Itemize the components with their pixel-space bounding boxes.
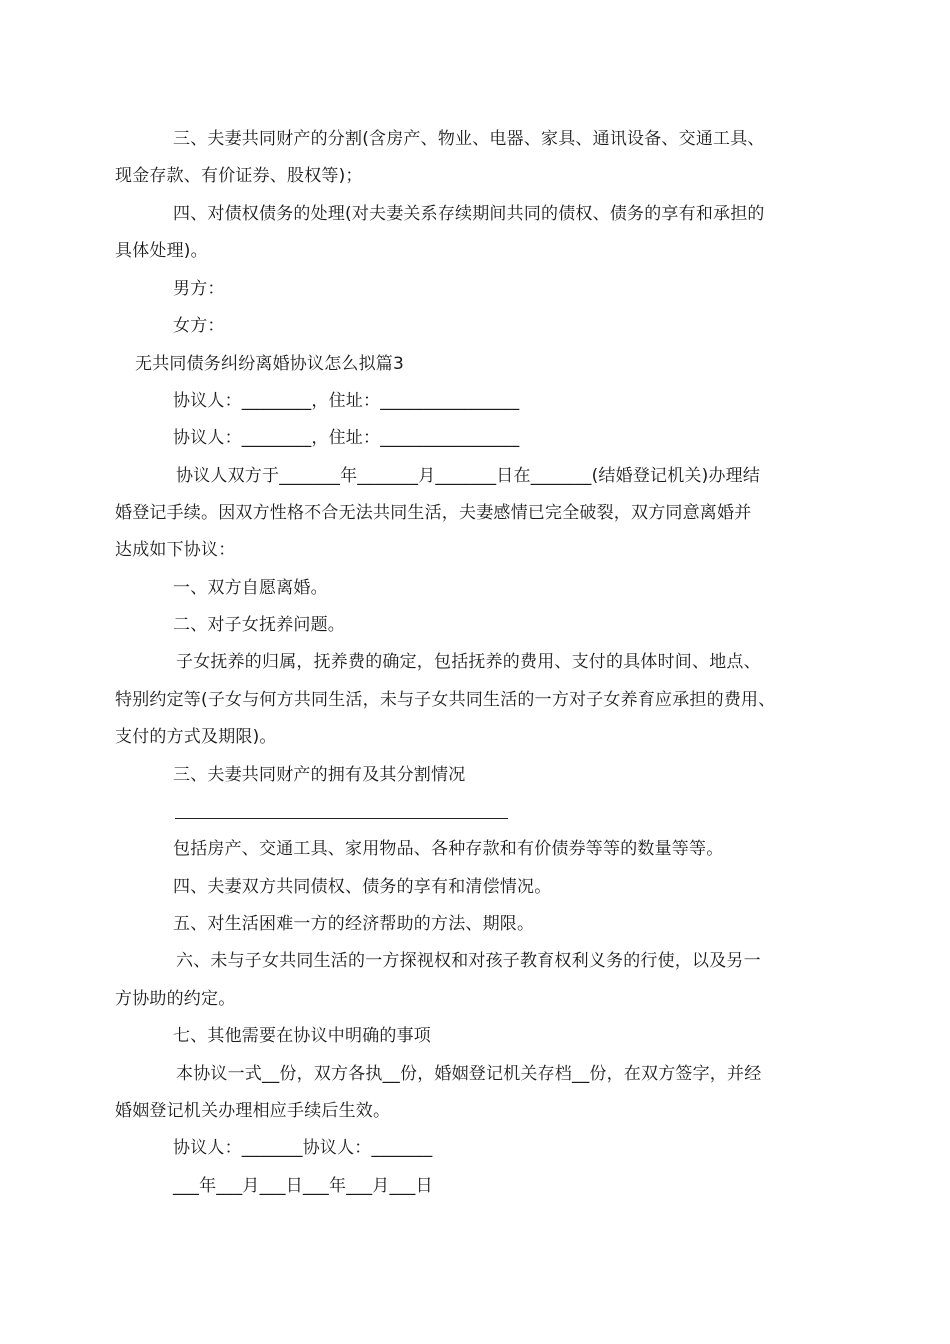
- signature-female: 女方：: [173, 316, 225, 336]
- clause-5: 五、对生活困难一方的经济帮助的方法、期限。: [173, 914, 535, 934]
- paragraph-property-division: 三、夫妻共同财产的分割(含房产、物业、电器、家具、通讯设备、交通工具、: [173, 129, 765, 149]
- paragraph-child-support-end: 支付的方式及期限)。: [115, 727, 277, 747]
- party-line-2: 协议人：________，住址：________________: [173, 428, 520, 448]
- paragraph-child-support: 子女抚养的归属，抚养费的确定，包括抚养的费用、支付的具体时间、地点、: [176, 652, 761, 672]
- clause-4: 四、夫妻双方共同债权、债务的享有和清偿情况。: [173, 877, 552, 897]
- paragraph-copies: 本协议一式__份，双方各执__份，婚姻登记机关存档__份，在双方签字，并经: [176, 1064, 762, 1084]
- paragraph-debt-handling: 四、对债权债务的处理(对夫妻关系存续期间共同的债权、债务的享有和承担的: [173, 204, 765, 224]
- signature-dates: ___年___月___日___年___月___日: [173, 1176, 433, 1196]
- signature-parties: 协议人：_______协议人：_______: [173, 1138, 433, 1158]
- clause-3: 三、夫妻共同财产的拥有及其分割情况: [173, 765, 466, 785]
- clause-6-cont: 方协助的约定。: [115, 989, 236, 1009]
- clause-7: 七、其他需要在协议中明确的事项: [173, 1026, 431, 1046]
- paragraph-marriage-registration-cont: 婚登记手续。因双方性格不合无法共同生活，夫妻感情已完全破裂，双方同意离婚并: [115, 503, 752, 523]
- paragraph-marriage-registration: 协议人双方于_______年_______月_______日在_______(结婚登记机关)办理结: [176, 466, 761, 486]
- party-line-1: 协议人：________，住址：________________: [173, 391, 520, 411]
- clause-2: 二、对子女抚养问题。: [173, 615, 345, 635]
- paragraph-property-division-cont: 现金存款、有价证券、股权等)；: [115, 166, 363, 186]
- clause-1: 一、双方自愿离婚。: [173, 578, 328, 598]
- clause-6: 六、未与子女共同生活的一方探视权和对孩子教育权利义务的行使，以及另一: [176, 951, 761, 971]
- signature-male: 男方：: [173, 279, 225, 299]
- paragraph-property-list: 包括房产、交通工具、家用物品、各种存款和有价债券等等的数量等等。: [173, 839, 724, 859]
- paragraph-child-support-cont: 特别约定等(子女与何方共同生活，未与子女共同生活的一方对子女养育应承担的费用、: [115, 690, 776, 710]
- blank-fill-line: [175, 818, 508, 819]
- paragraph-marriage-registration-end: 达成如下协议：: [115, 540, 236, 560]
- section-heading: 无共同债务纠纷离婚协议怎么拟篇3: [135, 354, 405, 374]
- paragraph-copies-cont: 婚姻登记机关办理相应手续后生效。: [115, 1101, 391, 1121]
- paragraph-debt-handling-cont: 具体处理)。: [115, 241, 208, 261]
